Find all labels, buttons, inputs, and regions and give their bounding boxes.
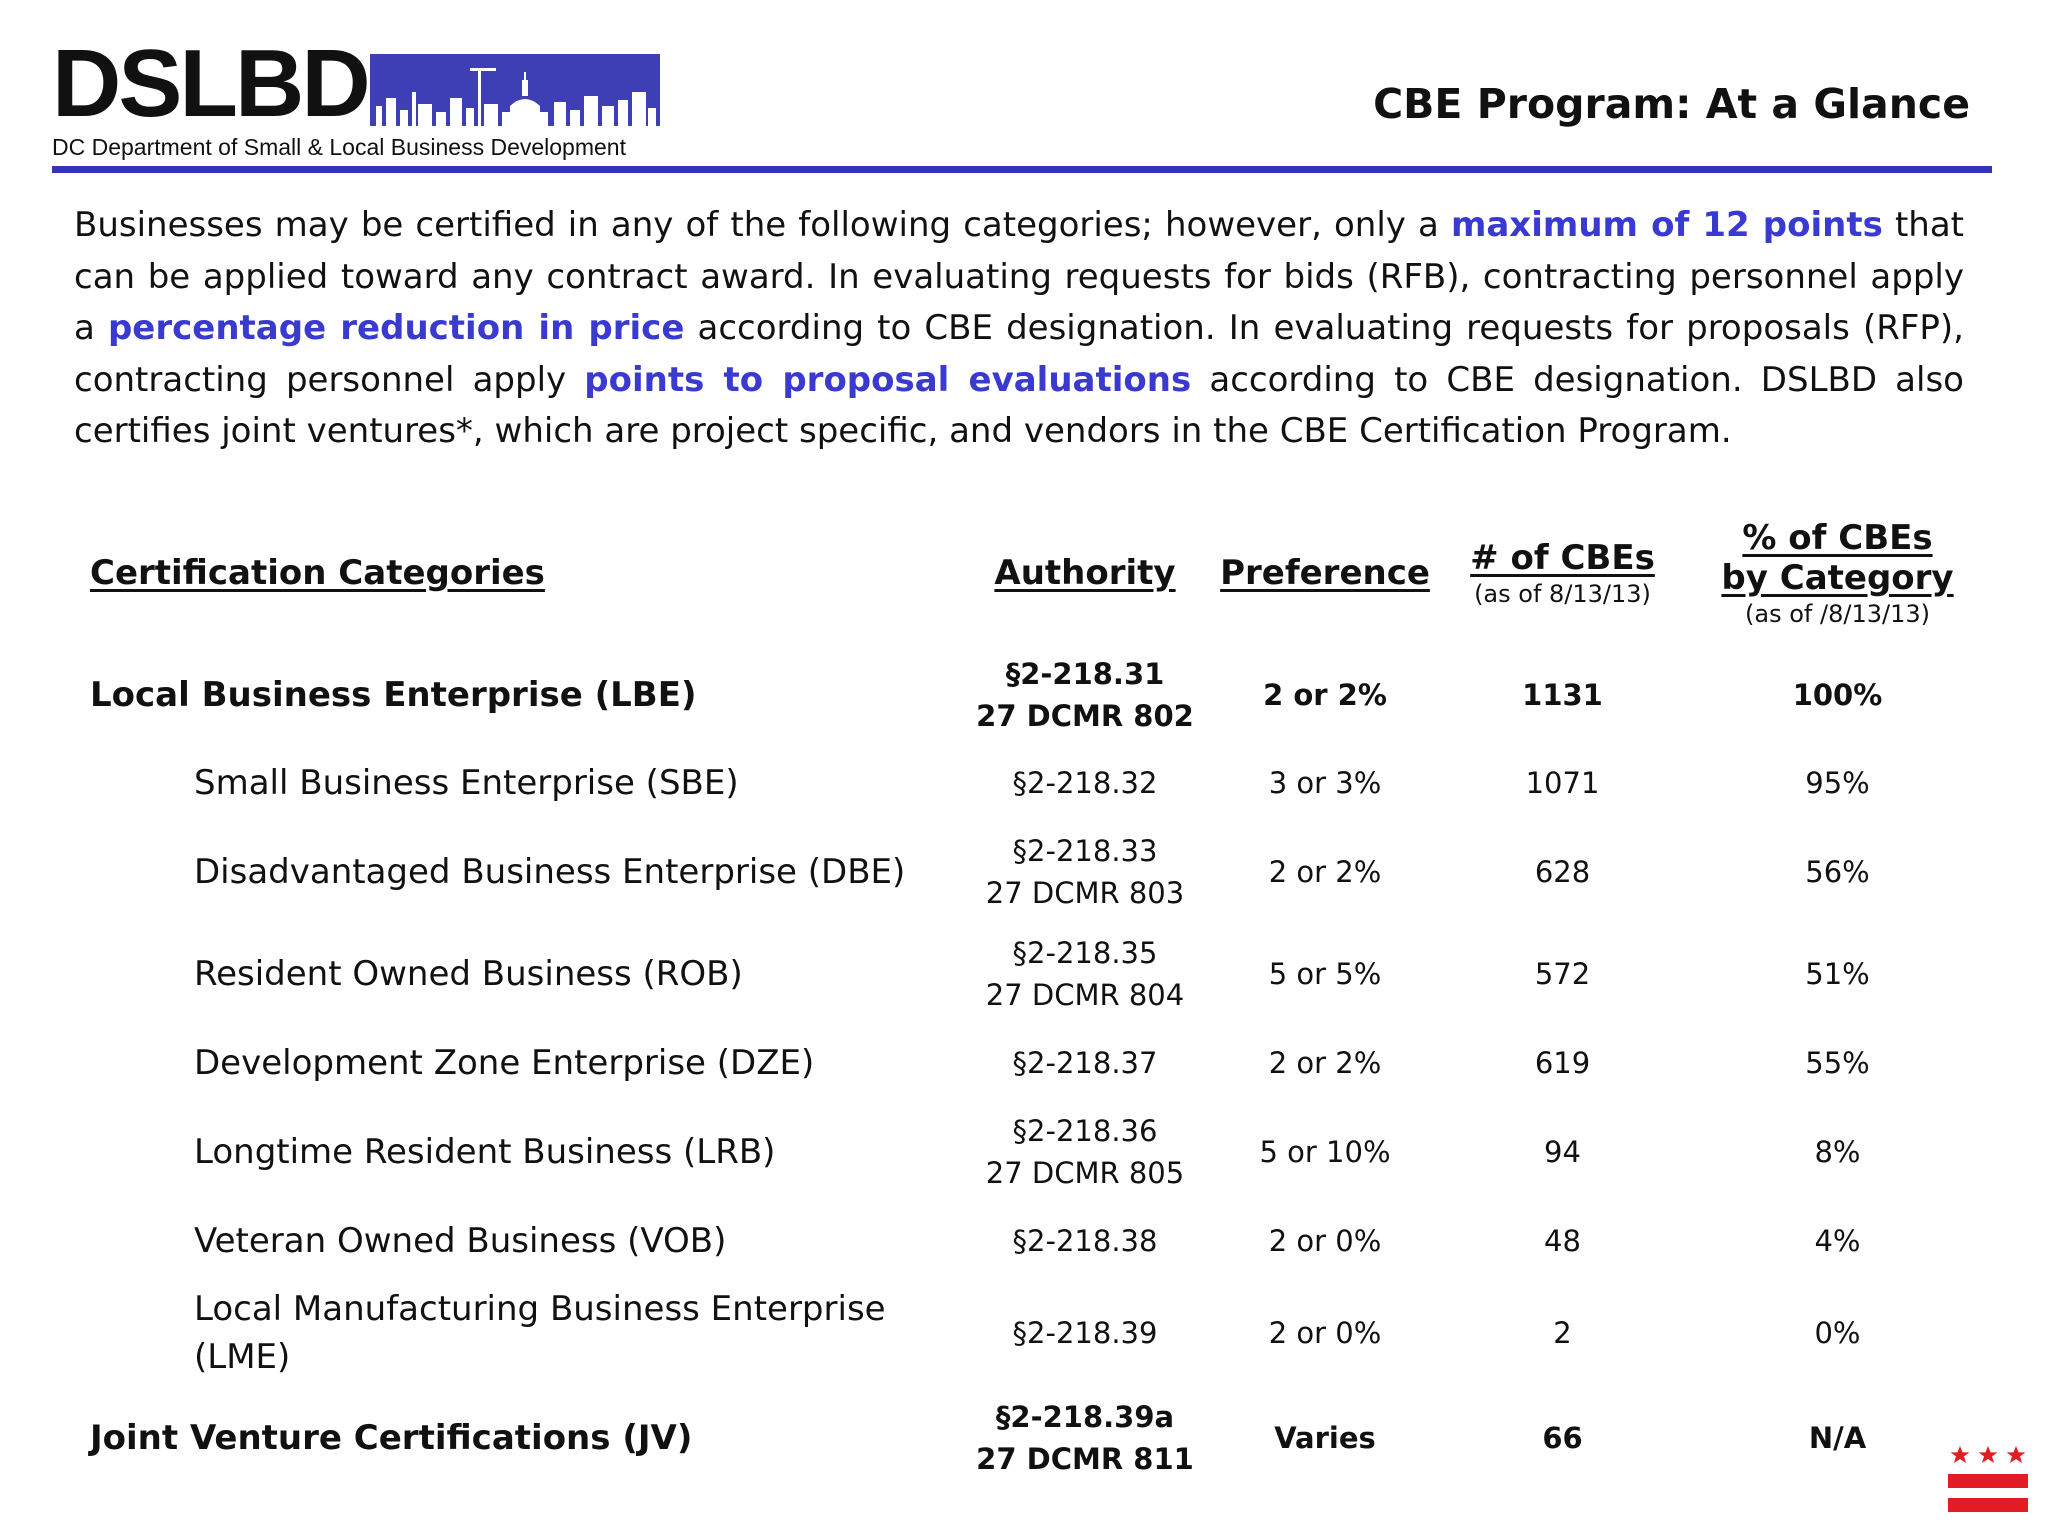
preference-cell: 2 or 0% xyxy=(1268,1316,1382,1350)
category-name: Development Zone Enterprise (DZE) xyxy=(194,1043,815,1083)
count-cell: 572 xyxy=(1534,957,1591,991)
count-cell: 48 xyxy=(1544,1224,1581,1258)
preference-cell: 2 or 2% xyxy=(1268,1046,1382,1080)
table-row-lme xyxy=(70,1279,1990,1387)
percent-cell: 95% xyxy=(1805,766,1870,800)
authority-code: §2-218.32 xyxy=(1012,766,1158,800)
table-row-jv xyxy=(70,1387,1990,1489)
percent-cell: 100% xyxy=(1792,678,1883,712)
logo-wordmark: DSLBD xyxy=(52,30,368,137)
authority-code: §2-218.37 xyxy=(1012,1046,1158,1080)
category-name: Disadvantaged Business Enterprise (DBE) xyxy=(194,852,906,892)
count-cell: 94 xyxy=(1544,1135,1581,1169)
header-category xyxy=(70,500,960,645)
authority-dcmr: 27 DCMR 805 xyxy=(985,1156,1185,1190)
table-row-sbe xyxy=(70,745,1990,821)
intro-highlight-proposal-points: points to proposal evaluations xyxy=(584,359,1192,400)
authority-cell xyxy=(960,1279,1210,1387)
header-category-label: Certification Categories xyxy=(90,552,545,593)
authority-cell xyxy=(960,645,1210,745)
header-divider xyxy=(52,166,1992,173)
intro-text-4: according to CBE designation. DSLBD also certifies joint ventures*, which are project specific, and vendors in the CBE Certification Program. xyxy=(74,359,1964,451)
category-name: Resident Owned Business (ROB) xyxy=(194,954,743,994)
header-count xyxy=(1440,500,1685,645)
category-name: Small Business Enterprise (SBE) xyxy=(194,763,739,803)
preference-cell: 2 or 2% xyxy=(1263,678,1387,712)
preference-cell: 3 or 3% xyxy=(1268,766,1382,800)
preference-cell: Varies xyxy=(1274,1421,1376,1455)
table-row-lrb xyxy=(70,1101,1990,1203)
authority-dcmr: 27 DCMR 802 xyxy=(976,699,1194,733)
header-percent-note: (as of /8/13/13) xyxy=(1745,599,1930,628)
intro-text-3: according to CBE designation. In evaluating requests for proposals (RFP), contracting personnel apply xyxy=(74,308,1964,400)
preference-cell: 5 or 5% xyxy=(1268,957,1382,991)
category-name: Joint Venture Certifications (JV) xyxy=(90,1418,693,1458)
percent-cell: 51% xyxy=(1805,957,1870,991)
header-preference xyxy=(1210,500,1440,645)
authority-cell xyxy=(960,1025,1210,1101)
percent-cell: N/A xyxy=(1808,1421,1867,1455)
table-header-row xyxy=(70,500,1990,645)
intro-text-1: Businesses may be certified in any of the following categories; however, only a xyxy=(74,205,1451,245)
category-name: Local Business Enterprise (LBE) xyxy=(90,675,697,715)
percent-cell: 4% xyxy=(1814,1224,1861,1258)
authority-code: §2-218.39 xyxy=(1012,1316,1158,1350)
count-cell: 1071 xyxy=(1525,766,1600,800)
table-row-vob xyxy=(70,1203,1990,1279)
category-name: Local Manufacturing Business Enterprise (LME) xyxy=(194,1289,886,1377)
percent-cell: 55% xyxy=(1805,1046,1870,1080)
authority-code: §2-218.35 xyxy=(1012,936,1158,970)
preference-cell: 5 or 10% xyxy=(1259,1135,1391,1169)
authority-dcmr: 27 DCMR 804 xyxy=(985,978,1185,1012)
intro-highlight-price-reduction: percentage reduction in price xyxy=(107,308,685,348)
header-preference-label: Preference xyxy=(1220,552,1430,593)
authority-code: §2-218.39a xyxy=(995,1400,1175,1434)
count-cell: 628 xyxy=(1534,855,1591,889)
dc-flag-icon xyxy=(1948,1444,2028,1516)
table-row-dbe xyxy=(70,821,1990,923)
certification-table xyxy=(70,500,1990,1489)
authority-cell xyxy=(960,1203,1210,1279)
header-percent-label-2: by Category xyxy=(1721,557,1954,598)
preference-cell: 2 or 0% xyxy=(1268,1224,1382,1258)
count-cell: 66 xyxy=(1542,1421,1583,1455)
header-count-note: (as of 8/13/13) xyxy=(1474,579,1651,608)
header-percent xyxy=(1685,500,1990,645)
authority-cell xyxy=(960,745,1210,821)
percent-cell: 56% xyxy=(1805,855,1870,889)
authority-dcmr: 27 DCMR 811 xyxy=(976,1442,1194,1476)
page-title: CBE Program: At a Glance xyxy=(1373,80,1970,128)
intro-highlight-max-points: maximum of 12 points xyxy=(1450,205,1883,245)
category-name: Longtime Resident Business (LRB) xyxy=(194,1132,776,1172)
count-cell: 619 xyxy=(1534,1046,1591,1080)
percent-cell: 8% xyxy=(1814,1135,1861,1169)
table-row-dze xyxy=(70,1025,1990,1101)
dslbd-logo xyxy=(52,30,662,162)
authority-dcmr: 27 DCMR 803 xyxy=(985,876,1185,910)
table-row-rob xyxy=(70,923,1990,1025)
authority-cell xyxy=(960,821,1210,923)
percent-cell: 0% xyxy=(1814,1316,1861,1350)
authority-code: §2-218.36 xyxy=(1012,1114,1158,1148)
authority-code: §2-218.38 xyxy=(1012,1224,1158,1258)
header-count-label: # of CBEs xyxy=(1470,537,1655,578)
authority-cell xyxy=(960,923,1210,1025)
intro-paragraph xyxy=(74,200,1964,458)
header-authority xyxy=(960,500,1210,645)
authority-code: §2-218.31 xyxy=(1005,657,1165,691)
logo-subtitle: DC Department of Small & Local Business Development xyxy=(52,134,626,160)
authority-cell xyxy=(960,1101,1210,1203)
intro-text-2: that can be applied toward any contract award. In evaluating requests for bids (RFB), contracting personnel apply a xyxy=(74,205,1965,348)
count-cell: 2 xyxy=(1553,1316,1572,1350)
count-cell: 1131 xyxy=(1522,678,1603,712)
table-row-lbe xyxy=(70,645,1990,745)
authority-cell xyxy=(960,1387,1210,1489)
authority-code: §2-218.33 xyxy=(1012,834,1158,868)
header-percent-label-1: % of CBEs xyxy=(1742,517,1933,558)
header-authority-label: Authority xyxy=(994,552,1176,593)
category-name: Veteran Owned Business (VOB) xyxy=(194,1221,727,1261)
dc-skyline-icon xyxy=(370,54,660,134)
preference-cell: 2 or 2% xyxy=(1268,855,1382,889)
